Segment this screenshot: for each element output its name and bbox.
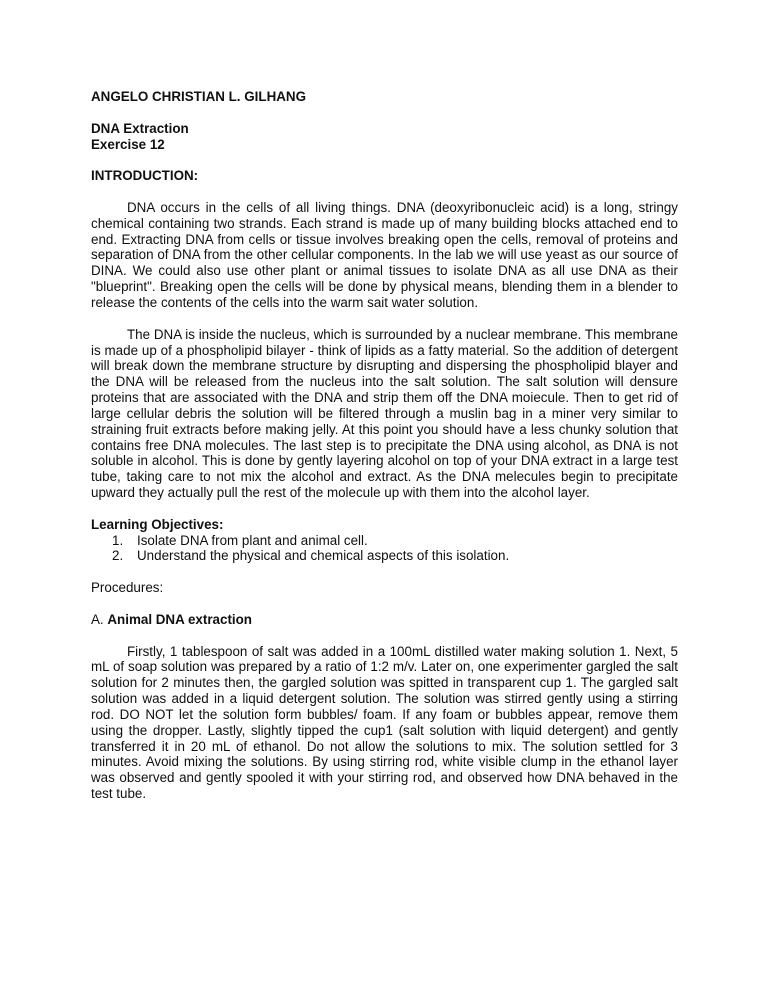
introduction-paragraph-2: The DNA is inside the nucleus, which is surrounded by a nuclear membrane. This membrane is made up of a phospholipid bilayer - think of lipids as a fatty material. So the addition of detergent will break down the membrane structure by disrupting and dispersing the phospholipid blayer and the DNA will be released from the nucleus into the salt solution. The salt solution will densure proteins that are associated with the DNA and strip them off the DNA moiecule. Then to get rid of large cellular debris the solution will be filtered through a muslin bag in a miner very similar to straining fruit extracts before making jelly. At this point you should have a less chunky solution that contains free DNA molecules. The last step is to precipitate the DNA using alcohol, as DNA is not soluble in alcohol. This is done by gently layering alcohol on top of your DNA extract in a large test tube, taking care to not mix the alcohol and extract. As the DNA melecules begin to precipitate upward they actually pull the rest of the molecule up with them into the alcohol layer.: [91, 326, 678, 501]
learning-objectives-heading: Learning Objectives:: [91, 516, 224, 532]
objective-item: [91, 548, 678, 564]
learning-objectives-list: [91, 533, 678, 565]
author-name: ANGELO CHRISTIAN L. GILHANG: [91, 89, 306, 104]
introduction-paragraph-1: DNA occurs in the cells of all living things. DNA (deoxyribonucleic acid) is a long, stringy chemical containing two strands. Each strand is made up of many building blocks attached end to end. Extracting DNA from cells or tissue involves breaking open the cells, removal of proteins and separation of DNA from the other cellular components. In the lab we will use yeast as our source of DINA. We could also use other plant or animal tissues to isolate DNA as all use DNA as their "blueprint". Breaking open the cells will be done by physical means, blending them in a blender to release the contents of the cells into the warm sait water solution.: [91, 199, 678, 310]
section-a-prefix: A.: [91, 611, 104, 627]
objective-text: Understand the physical and chemical aspects of this isolation.: [137, 548, 510, 564]
objective-number: 2.: [112, 548, 124, 564]
objective-number: 1.: [112, 532, 124, 548]
introduction-heading: INTRODUCTION:: [91, 168, 199, 184]
exercise-number: Exercise 12: [91, 136, 165, 152]
objective-item: [91, 533, 678, 549]
objective-text: Isolate DNA from plant and animal cell.: [137, 532, 368, 548]
title-block: [91, 121, 678, 153]
procedures-label: Procedures:: [91, 580, 164, 596]
section-a-title: Animal DNA extraction: [107, 611, 252, 627]
section-a-paragraph: Firstly, 1 tablespoon of salt was added in a 100mL distilled water making solution 1. Next, 5 mL of soap solution was prepared by a ratio of 1:2 m/v. Later on, one experimenter gargled the salt solution for 2 minutes then, the gargled solution was spitted in transparent cup 1. The gargled salt solution was added in a liquid detergent solution. The solution was stirred gently using a stirring rod. DO NOT let the solution form bubbles/ foam. If any foam or bubbles appear, remove them using the dropper. Lastly, slightly tipped the cup1 (salt solution with liquid detergent) and gently transferred it in 20 mL of ethanol. Do not allow the solutions to mix. The solution settled for 3 minutes. Avoid mixing the solutions. By using stirring rod, white visible clump in the ethanol layer was observed and gently spooled it with your stirring rod, and observed how DNA behaved in the test tube.: [91, 643, 678, 802]
section-a-heading: [91, 612, 678, 628]
document-title: DNA Extraction: [91, 120, 189, 136]
